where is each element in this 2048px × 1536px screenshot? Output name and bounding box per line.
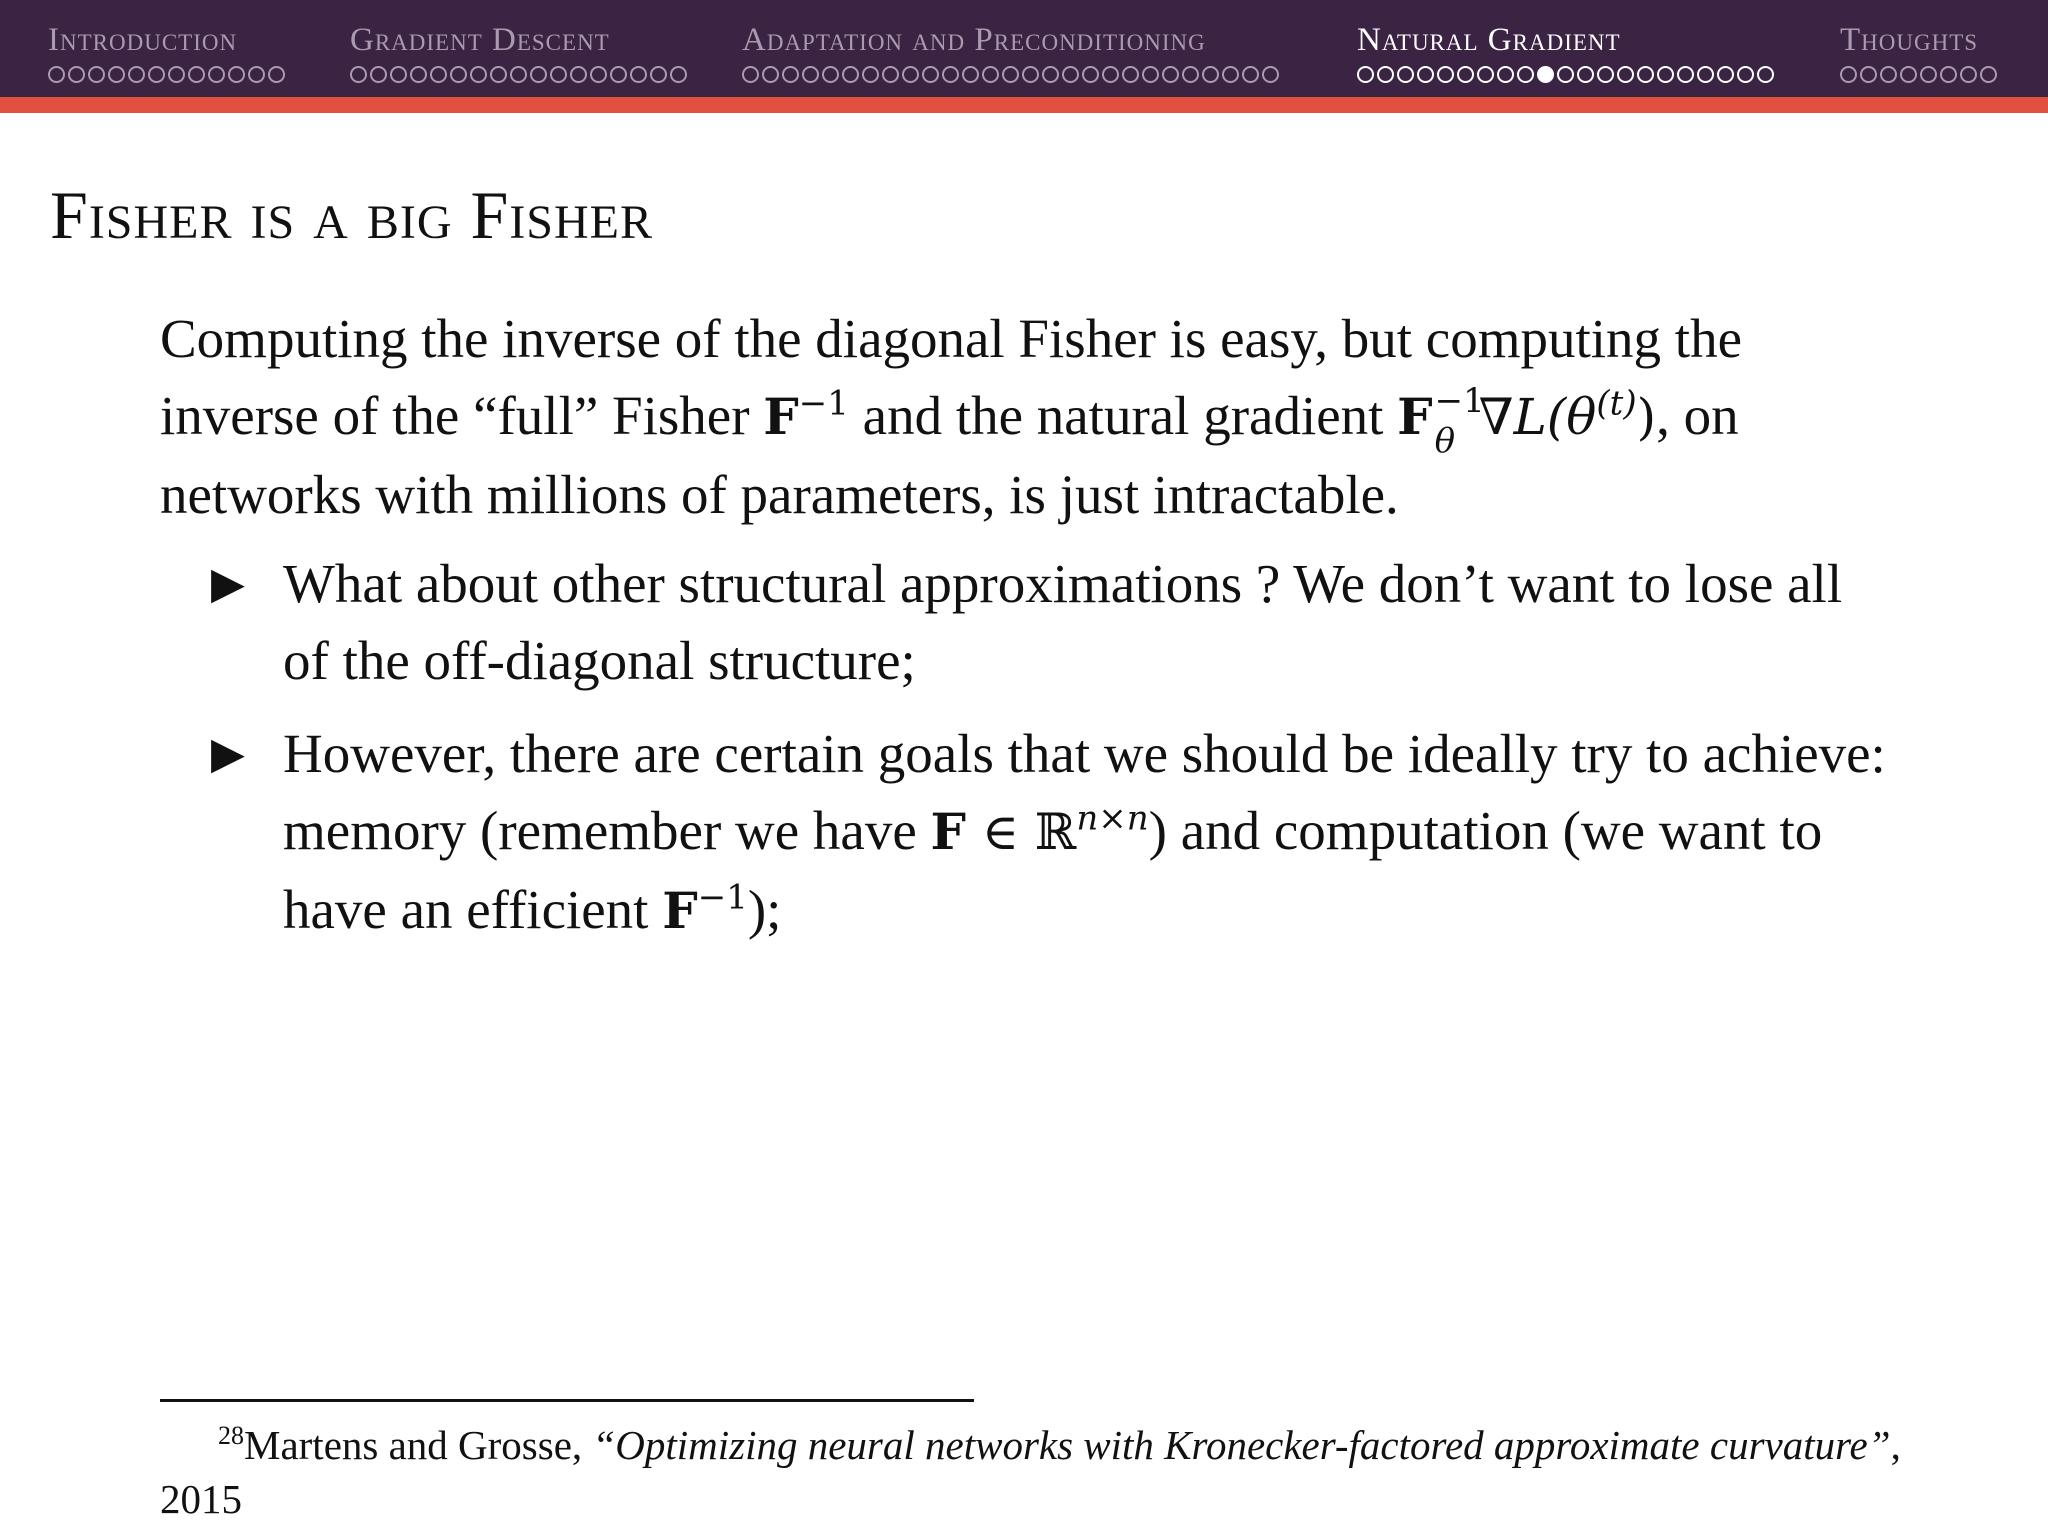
slide-dot[interactable] xyxy=(630,66,647,83)
iteration-superscript: (t) xyxy=(1596,383,1637,424)
slide-dot[interactable] xyxy=(1757,66,1774,83)
slide-dot[interactable] xyxy=(1242,66,1259,83)
nav-section-title: Natural Gradient xyxy=(1357,22,1621,58)
slide-dot[interactable] xyxy=(48,66,65,83)
nav-section-title: Gradient Descent xyxy=(350,22,610,58)
slide-dot[interactable] xyxy=(1517,66,1534,83)
slide-dot[interactable] xyxy=(1437,66,1454,83)
slide-dot[interactable] xyxy=(862,66,879,83)
slide-dot[interactable] xyxy=(982,66,999,83)
current-slide-dot[interactable] xyxy=(1537,66,1554,83)
slide-title: Fisher is a big Fisher xyxy=(50,177,654,253)
slide-dot[interactable] xyxy=(1737,66,1754,83)
footnote-title: “Optimizing neural networks with Kronecker-factored approximate curvature” xyxy=(592,1422,1891,1468)
slide-dot[interactable] xyxy=(410,66,427,83)
closing-paren: ) xyxy=(1636,388,1657,446)
bullet-text: What about other structural approximations ? We don’t want to lose all of the off-diagonal structure; xyxy=(283,553,1843,691)
nav-section-thoughts[interactable] xyxy=(1840,20,1997,83)
slide-dot[interactable] xyxy=(610,66,627,83)
slide-dot[interactable] xyxy=(1082,66,1099,83)
text-run: Computing the inverse of the diagonal Fisher is easy, but computing the inverse of the “full” Fisher xyxy=(160,308,1743,446)
nav-section-natural-gradient[interactable] xyxy=(1357,20,1774,83)
slide-dot[interactable] xyxy=(510,66,527,83)
slide-body xyxy=(160,300,1900,965)
slide-dot[interactable] xyxy=(742,66,759,83)
slide-dot[interactable] xyxy=(350,66,367,83)
slide-dot[interactable] xyxy=(882,66,899,83)
slide-dot[interactable] xyxy=(1202,66,1219,83)
inverse-theta-stack xyxy=(1434,381,1485,462)
fisher-matrix-symbol: F xyxy=(930,802,966,861)
slide-dot[interactable] xyxy=(782,66,799,83)
slide-dot[interactable] xyxy=(1457,66,1474,83)
slide-dot[interactable] xyxy=(370,66,387,83)
list-item xyxy=(211,715,1900,949)
slide-dot[interactable] xyxy=(1860,66,1877,83)
slide-dot[interactable] xyxy=(1980,66,1997,83)
slide-dot[interactable] xyxy=(942,66,959,83)
nav-section-title: Thoughts xyxy=(1840,22,1979,58)
nav-section-title: Adaptation and Preconditioning xyxy=(742,22,1206,58)
gradient-expression: ∇L(θ xyxy=(1478,388,1597,446)
nav-progress-dots xyxy=(742,66,1279,83)
slide-dot[interactable] xyxy=(922,66,939,83)
slide-dot[interactable] xyxy=(1182,66,1199,83)
slide-dot[interactable] xyxy=(1042,66,1059,83)
slide-dot[interactable] xyxy=(822,66,839,83)
bullet-text: ); xyxy=(747,879,782,940)
list-item xyxy=(211,545,1900,699)
slide-dot[interactable] xyxy=(208,66,225,83)
triangle-bullet-icon: ▶ xyxy=(211,728,245,779)
real-space-symbol: ∈ ℝ xyxy=(966,803,1077,861)
slide-dot[interactable] xyxy=(128,66,145,83)
slide-dot[interactable] xyxy=(1002,66,1019,83)
slide-dot[interactable] xyxy=(1617,66,1634,83)
nav-section-title: Introduction xyxy=(48,22,238,58)
slide-dot[interactable] xyxy=(1657,66,1674,83)
slide-dot[interactable] xyxy=(1920,66,1937,83)
slide-dot[interactable] xyxy=(1577,66,1594,83)
slide-dot[interactable] xyxy=(1717,66,1734,83)
slide-dot[interactable] xyxy=(1497,66,1514,83)
slide-dot[interactable] xyxy=(148,66,165,83)
inverse-exponent: −1 xyxy=(1434,381,1485,422)
slide-dot[interactable] xyxy=(450,66,467,83)
bullet-text: However, there are certain goals that we should be ideally try to achieve: memory (remember we have xyxy=(283,723,1886,861)
fisher-matrix-symbol: F xyxy=(662,881,698,940)
fisher-matrix-symbol: F xyxy=(1397,387,1433,446)
slide-dot[interactable] xyxy=(470,66,487,83)
slide-dot[interactable] xyxy=(1900,66,1917,83)
slide-dot[interactable] xyxy=(68,66,85,83)
slide-dot[interactable] xyxy=(530,66,547,83)
footnote xyxy=(160,1418,1920,1526)
footnote-number: 28 xyxy=(218,1421,244,1451)
nav-section-gradient-descent[interactable] xyxy=(350,20,687,83)
accent-rule xyxy=(0,97,2048,113)
footnote-rule xyxy=(160,1399,974,1402)
slide-dot[interactable] xyxy=(88,66,105,83)
nav-progress-dots xyxy=(1357,66,1774,83)
inverse-exponent: −1 xyxy=(798,383,849,424)
slide-dot[interactable] xyxy=(550,66,567,83)
slide-dot[interactable] xyxy=(1357,66,1374,83)
fisher-matrix-symbol: F xyxy=(763,387,799,446)
slide-dot[interactable] xyxy=(1022,66,1039,83)
slide-dot[interactable] xyxy=(1557,66,1574,83)
slide-dot[interactable] xyxy=(1940,66,1957,83)
slide-dot[interactable] xyxy=(108,66,125,83)
footnote-authors: Martens and Grosse, xyxy=(244,1422,593,1468)
bullet-text: ) and computation (we want to have an efficient xyxy=(283,800,1823,940)
slide-dot[interactable] xyxy=(570,66,587,83)
triangle-bullet-icon: ▶ xyxy=(211,558,245,609)
nav-progress-dots xyxy=(350,66,687,83)
slide-dot[interactable] xyxy=(1677,66,1694,83)
slide-dot[interactable] xyxy=(650,66,667,83)
slide-dot[interactable] xyxy=(1597,66,1614,83)
slide-dot[interactable] xyxy=(268,66,285,83)
footnote-year: , 2015 xyxy=(160,1422,1901,1522)
slide-dot[interactable] xyxy=(1062,66,1079,83)
slide-dot[interactable] xyxy=(1417,66,1434,83)
slide-dot[interactable] xyxy=(390,66,407,83)
slide-dot[interactable] xyxy=(1637,66,1654,83)
text-run: and the natural gradient xyxy=(848,385,1398,446)
nav-section-introduction[interactable] xyxy=(48,20,285,83)
slide-dot[interactable] xyxy=(1262,66,1279,83)
intro-paragraph xyxy=(160,300,1900,533)
slide-dot[interactable] xyxy=(1840,66,1857,83)
slide-dot[interactable] xyxy=(1960,66,1977,83)
slide-dot[interactable] xyxy=(842,66,859,83)
nav-progress-dots xyxy=(1840,66,1997,83)
slide-dot[interactable] xyxy=(1222,66,1239,83)
slide-dot[interactable] xyxy=(1122,66,1139,83)
slide-dot[interactable] xyxy=(1477,66,1494,83)
slide-dot[interactable] xyxy=(762,66,779,83)
nav-progress-dots xyxy=(48,66,285,83)
slide-dot[interactable] xyxy=(1397,66,1414,83)
slide-dot[interactable] xyxy=(1162,66,1179,83)
slide-dot[interactable] xyxy=(902,66,919,83)
slide-dot[interactable] xyxy=(490,66,507,83)
dimension-superscript: n×n xyxy=(1076,798,1149,839)
slide-dot[interactable] xyxy=(430,66,447,83)
theta-subscript: θ xyxy=(1434,421,1456,462)
slide-dot[interactable] xyxy=(590,66,607,83)
slide-dot[interactable] xyxy=(168,66,185,83)
slide-dot[interactable] xyxy=(1102,66,1119,83)
slide-dot[interactable] xyxy=(228,66,245,83)
nav-section-adaptation-preconditioning[interactable] xyxy=(742,20,1279,83)
slide-dot[interactable] xyxy=(1697,66,1714,83)
slide-dot[interactable] xyxy=(248,66,265,83)
slide-dot[interactable] xyxy=(1880,66,1897,83)
slide-dot[interactable] xyxy=(188,66,205,83)
text-run: , on networks with millions of parameters, is just intractable. xyxy=(160,385,1739,525)
inverse-exponent: −1 xyxy=(697,877,748,918)
slide-dot[interactable] xyxy=(802,66,819,83)
slide-dot[interactable] xyxy=(670,66,687,83)
bullet-list xyxy=(160,545,1900,949)
slide-dot[interactable] xyxy=(962,66,979,83)
slide-dot[interactable] xyxy=(1142,66,1159,83)
slide-dot[interactable] xyxy=(1377,66,1394,83)
